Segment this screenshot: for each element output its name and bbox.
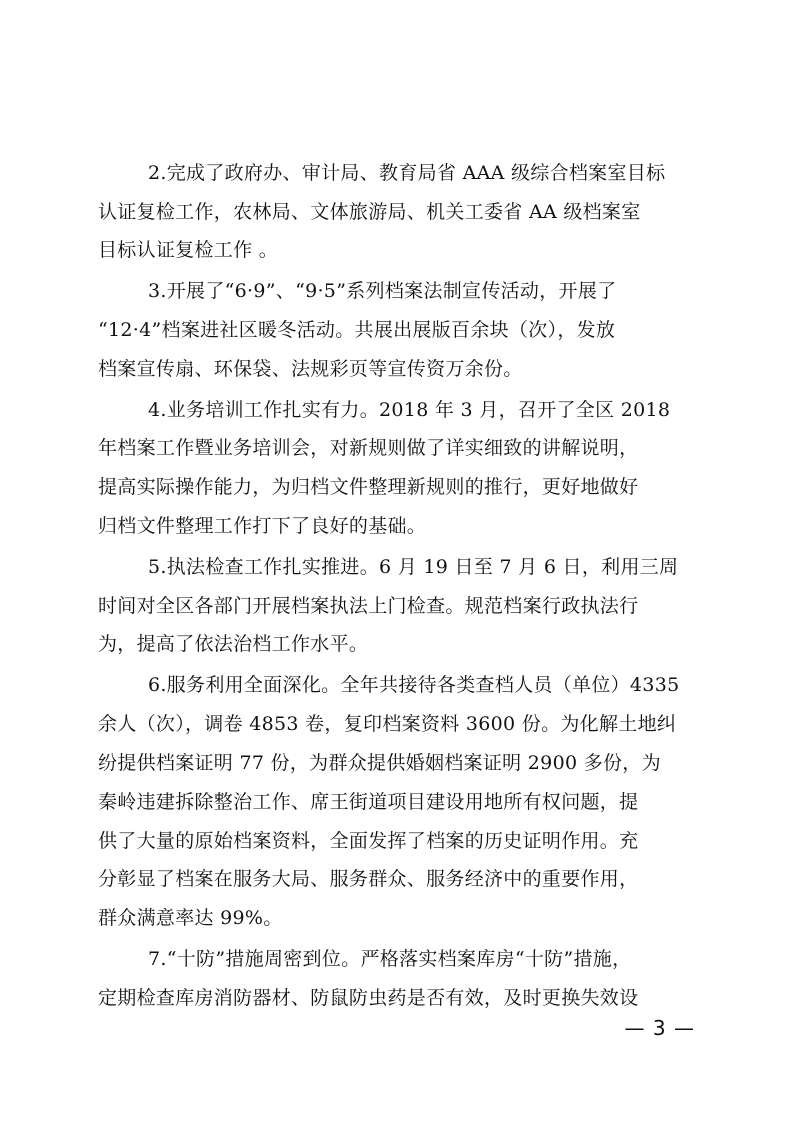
paragraph-3-line-1: 3.开展了“6·9”、“9·5”系列档案法制宣传活动，开展了 bbox=[148, 280, 617, 302]
paragraph-5-line-3: 为，提高了依法治档工作水平。 bbox=[98, 633, 369, 655]
paragraph-4-line-1: 4.业务培训工作扎实有力。2018 年 3 月，召开了全区 2018 bbox=[148, 399, 671, 421]
paragraph-7-line-1: 7.“十防”措施周密到位。严格落实档案库房“十防”措施， bbox=[148, 948, 632, 970]
paragraph-7-line-2: 定期检查库房消防器材、防鼠防虫药是否有效，及时更换失效设 bbox=[98, 987, 639, 1009]
paragraph-6-line-3: 纷提供档案证明 77 份，为群众提供婚姻档案证明 2900 多份，为 bbox=[98, 752, 661, 774]
paragraph-6-line-7: 群众满意率达 99%。 bbox=[98, 907, 283, 929]
paragraph-6-line-5: 供了大量的原始档案资料，全面发挥了档案的历史证明作用。充 bbox=[98, 830, 639, 852]
paragraph-2-line-2: 认证复检工作，农林局、文体旅游局、机关工委省 AA 级档案室 bbox=[98, 201, 641, 223]
paragraph-6-line-1: 6.服务利用全面深化。全年共接待各类查档人员（单位）4335 bbox=[148, 674, 680, 696]
paragraph-2-line-3: 目标认证复检工作 。 bbox=[98, 239, 279, 261]
paragraph-4-line-4: 归档文件整理工作打下了良好的基础。 bbox=[98, 515, 427, 537]
paragraph-5-line-2: 时间对全区各部门开展档案执法上门检查。规范档案行政执法行 bbox=[98, 595, 639, 617]
paragraph-4-line-3: 提高实际操作能力，为归档文件整理新规则的推行，更好地做好 bbox=[98, 476, 639, 498]
paragraph-6-line-6: 分彰显了档案在服务大局、服务群众、服务经济中的重要作用， bbox=[98, 868, 639, 890]
paragraph-3-line-2: “12·4”档案进社区暖冬活动。共展出展版百余块（次），发放 bbox=[98, 319, 616, 341]
paragraph-6-line-2: 余人（次），调卷 4853 卷，复印档案资料 3600 份。为化解土地纠 bbox=[98, 713, 677, 735]
paragraph-3-line-3: 档案宣传扇、环保袋、法规彩页等宣传资万余份。 bbox=[98, 358, 523, 380]
page-number: — 3 — bbox=[624, 1016, 695, 1040]
paragraph-2-line-1: 2.完成了政府办、审计局、教育局省 AAA 级综合档案室目标 bbox=[148, 162, 666, 184]
paragraph-4-line-2: 年档案工作暨业务培训会，对新规则做了详实细致的讲解说明， bbox=[98, 437, 639, 459]
paragraph-6-line-4: 秦岭违建拆除整治工作、席王街道项目建设用地所有权问题，提 bbox=[98, 791, 639, 813]
paragraph-5-line-1: 5.执法检查工作扎实推进。6 月 19 日至 7 月 6 日，利用三周 bbox=[148, 556, 679, 578]
